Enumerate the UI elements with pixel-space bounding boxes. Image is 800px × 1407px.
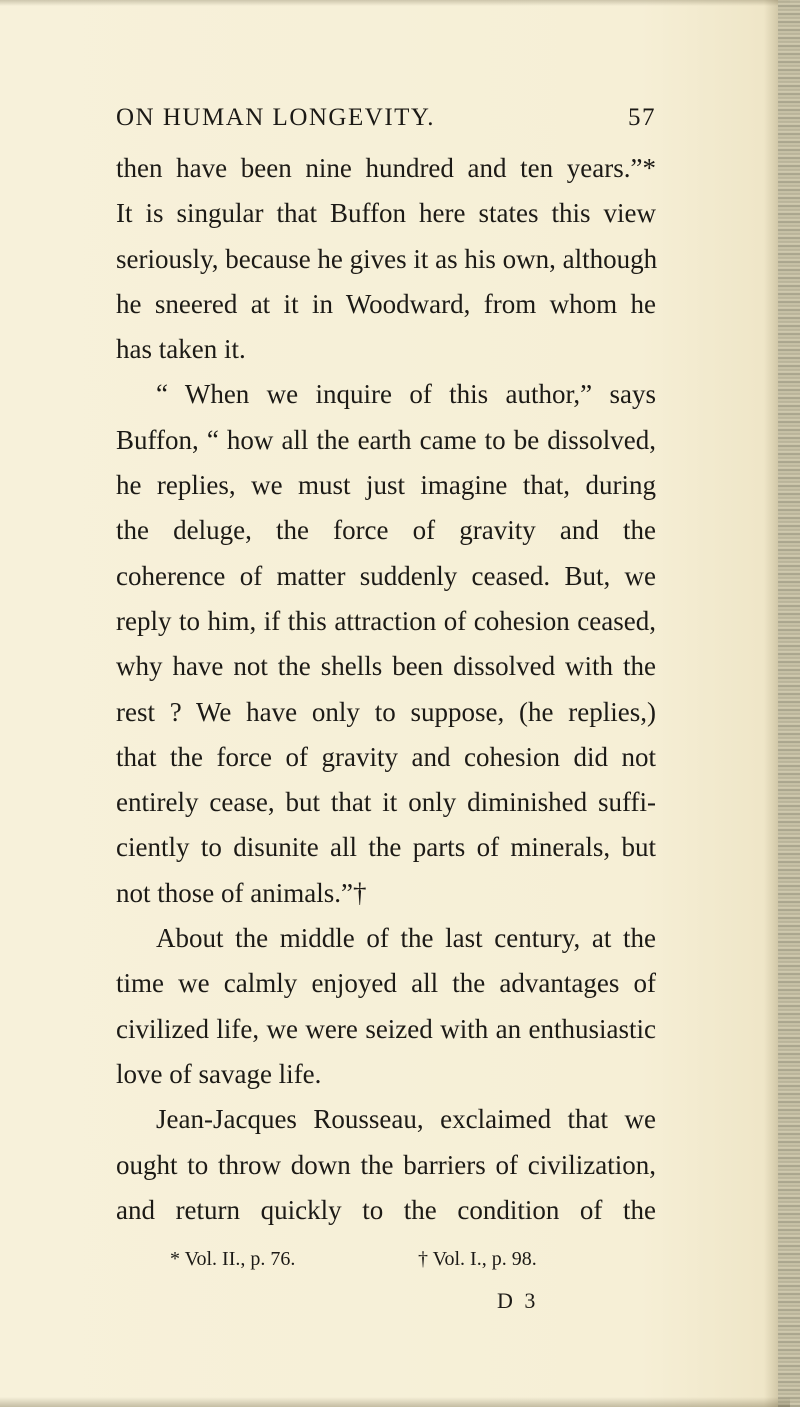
text-line: Jean-Jacques Rousseau, exclaimed that we	[156, 1104, 656, 1135]
text-line: “ When we inquire of this author,” says	[156, 379, 656, 410]
text-line: has taken it.	[116, 334, 246, 365]
page-bottom-shadow	[0, 1397, 790, 1407]
text-line: the deluge, the force of gravity and the	[116, 515, 656, 546]
page-top-shadow	[0, 0, 790, 6]
text-line: coherence of matter suddenly ceased. But, we	[116, 560, 656, 591]
running-title: ON HUMAN LONGEVITY.	[116, 104, 435, 131]
text-line: not those of animals.”†	[116, 877, 367, 908]
footnote-1: * Vol. II., p. 76.	[170, 1248, 296, 1270]
page-number: 57	[628, 104, 656, 131]
text-line: that the force of gravity and cohesion did not	[116, 741, 656, 772]
text-line: rest ? We have only to suppose, (he replies,)	[116, 696, 656, 727]
text-line: civilized life, we were seized with an enthusiastic	[116, 1013, 656, 1044]
footnote-2: † Vol. I., p. 98.	[418, 1248, 537, 1270]
body-text	[116, 146, 656, 1233]
text-line: love of savage life.	[116, 1058, 322, 1089]
text-line: Buffon, “ how all the earth came to be dissolved,	[116, 424, 656, 455]
text-line: time we calmly enjoyed all the advantages of	[116, 968, 656, 999]
text-line: he replies, we must just imagine that, during	[116, 470, 656, 501]
page-edge	[778, 0, 800, 1407]
text-line: ciently to disunite all the parts of minerals, but	[116, 832, 656, 863]
signature-mark: D 3	[497, 1288, 539, 1313]
text-line: ought to throw down the barriers of civilization,	[116, 1149, 656, 1180]
text-line: reply to him, if this attraction of cohesion ceased,	[116, 605, 656, 636]
text-line: It is singular that Buffon here states this view	[116, 198, 656, 229]
spine-shadow	[764, 0, 778, 1407]
text-line: entirely cease, but that it only diminished suffi-	[116, 787, 656, 818]
text-line: seriously, because he gives it as his own, although	[116, 243, 658, 274]
text-line: then have been nine hundred and ten years.”*	[116, 153, 656, 183]
text-line: he sneered at it in Woodward, from whom he	[116, 288, 656, 319]
text-line: why have not the shells been dissolved with the	[116, 651, 656, 682]
text-line: About the middle of the last century, at the	[156, 923, 656, 954]
text-line: and return quickly to the condition of the	[116, 1194, 656, 1225]
